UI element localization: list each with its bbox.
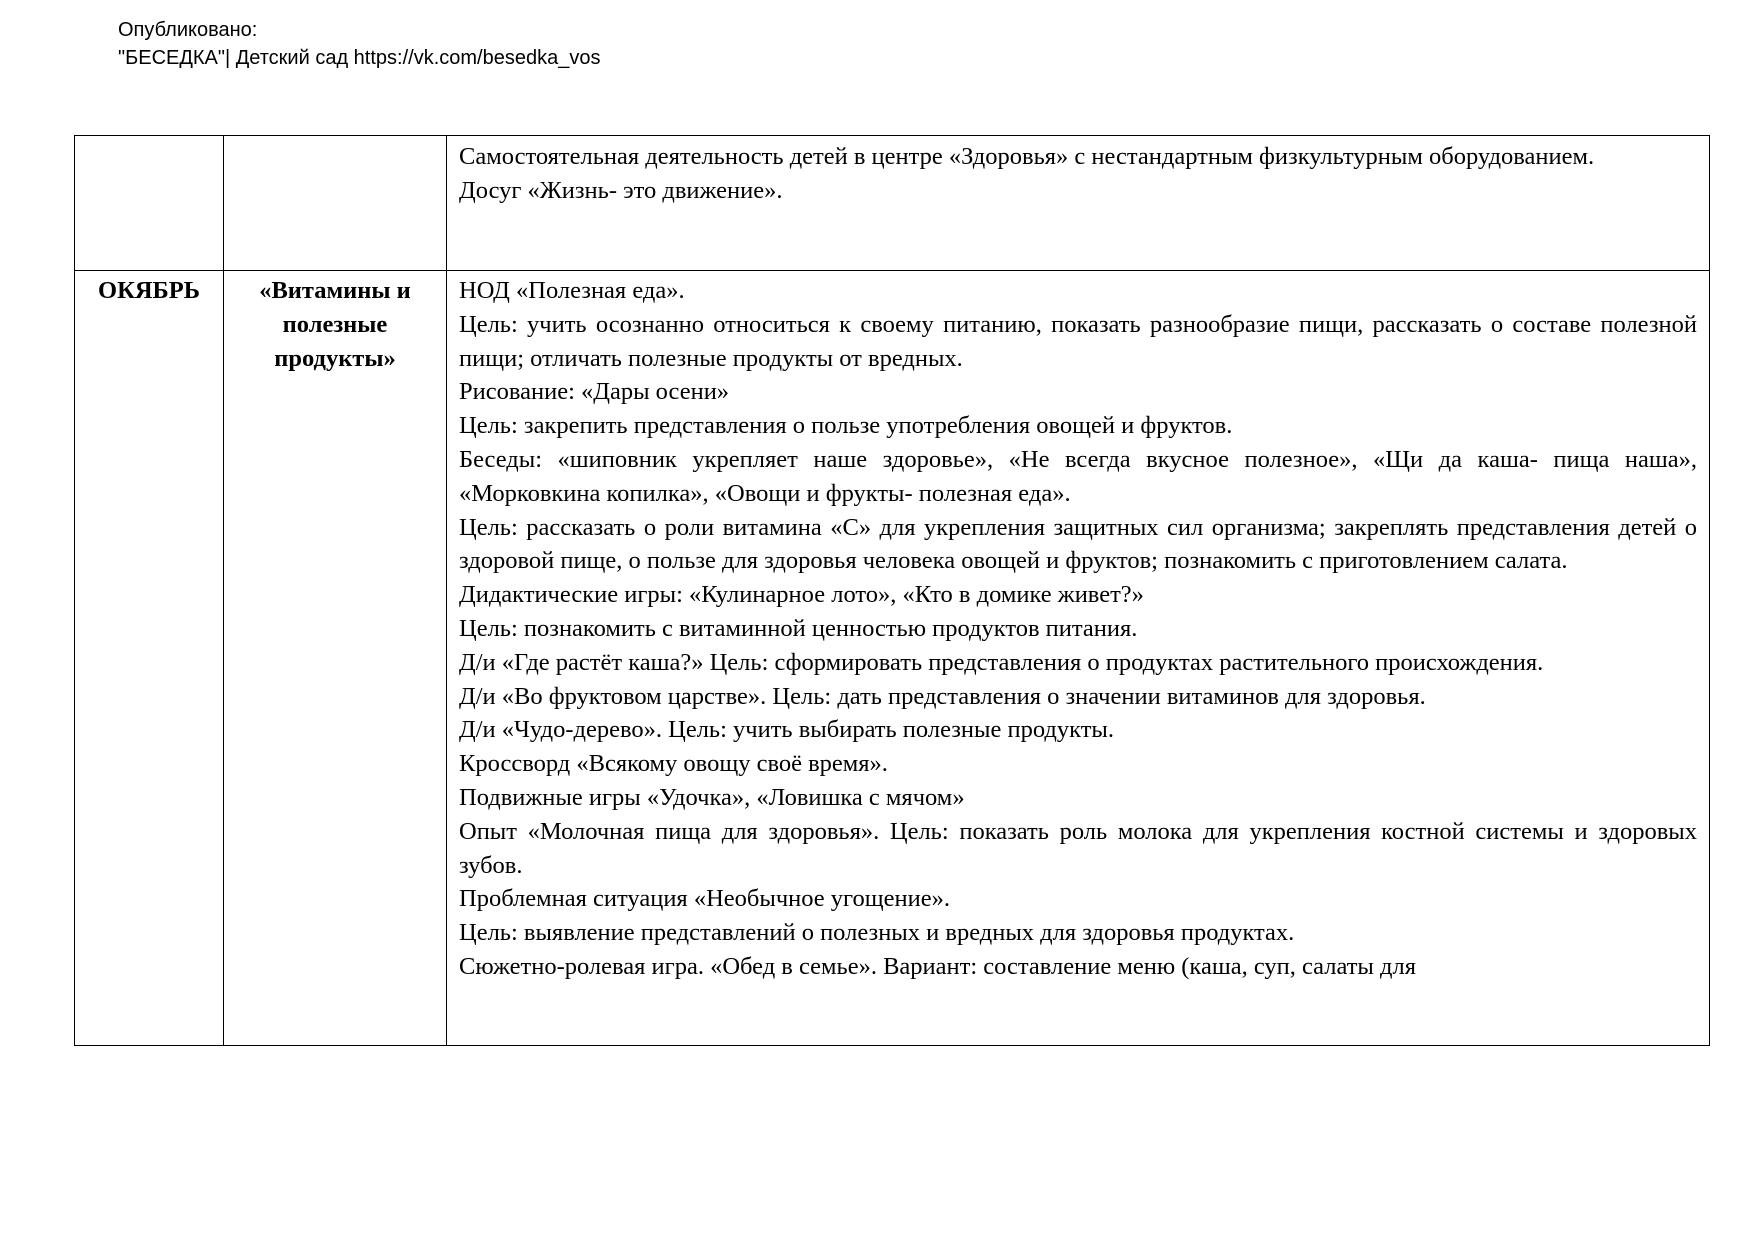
activity-line: Цель: учить осознанно относиться к своему питанию, показать разнообразие пищи, рассказать о составе полезной пищи; отличать полезные продукты от вредных. <box>459 310 1697 372</box>
activity-line: Подвижные игры «Удочка», «Ловишка с мячом» <box>459 783 965 811</box>
source-line: "БЕСЕДКА"| Детский сад https://vk.com/besedka_vos <box>118 47 601 69</box>
table-row <box>75 271 1710 1046</box>
month-cell <box>75 271 224 1046</box>
activity-line: Д/и «Во фруктовом царстве». Цель: дать представления о значении витаминов для здоровья. <box>459 682 1426 710</box>
activity-line: Д/и «Где растёт каша?» Цель: сформировать представления о продуктах растительного происхождения. <box>459 648 1544 676</box>
activity-line: Цель: выявление представлений о полезных и вредных для здоровья продуктах. <box>459 919 1295 947</box>
activity-line: НОД «Полезная еда». <box>459 277 685 304</box>
activity-line: Досуг «Жизнь- это движение». <box>459 176 783 204</box>
activity-line: Проблемная ситуация «Необычное угощение». <box>459 885 950 913</box>
activities-cell <box>447 271 1710 1046</box>
theme-label: «Витамины и полезные продукты» <box>259 277 411 372</box>
activity-line: Сюжетно-ролевая игра. «Обед в семье». Вариант: составление меню (каша, суп, салаты для <box>459 952 1416 980</box>
activity-line: Самостоятельная деятельность детей в центре «Здоровья» с нестандартным физкультурным оборудованием. <box>459 143 1595 170</box>
month-label: ОКЯБРЬ <box>98 277 200 304</box>
activity-plan-table <box>74 135 1710 1046</box>
activity-line: Рисование: «Дары осени» <box>459 378 730 406</box>
theme-cell <box>224 136 447 271</box>
activity-line: Опыт «Молочная пища для здоровья». Цель: показать роль молока для укрепления костной системы и здоровых зубов. <box>459 817 1697 879</box>
theme-cell <box>224 271 447 1046</box>
table-row <box>75 136 1710 271</box>
published-label: Опубликовано: <box>118 19 258 41</box>
activity-line: Дидактические игры: «Кулинарное лото», «Кто в домике живет?» <box>459 581 1144 609</box>
activity-line: Цель: рассказать о роли витамина «С» для укрепления защитных сил организма; закреплять представления детей о здоровой пище, о пользе для здоровья человека овощей и фруктов; познакомить с приготовлением салата. <box>459 513 1697 575</box>
activity-line: Цель: познакомить с витаминной ценностью продуктов питания. <box>459 614 1138 642</box>
activity-line: Кроссворд «Всякому овощу своё время». <box>459 750 888 778</box>
month-cell <box>75 136 224 271</box>
activities-cell <box>447 136 1710 271</box>
activity-line: Цель: закрепить представления о пользе употребления овощей и фруктов. <box>459 412 1233 440</box>
activity-line: Д/и «Чудо-дерево». Цель: учить выбирать полезные продукты. <box>459 716 1114 744</box>
activity-line: Беседы: «шиповник укрепляет наше здоровье», «Не всегда вкусное полезное», «Щи да каша- пища наша», «Морковкина копилка», «Овощи и фрукты- полезная еда». <box>459 445 1697 507</box>
publication-header <box>118 16 600 72</box>
